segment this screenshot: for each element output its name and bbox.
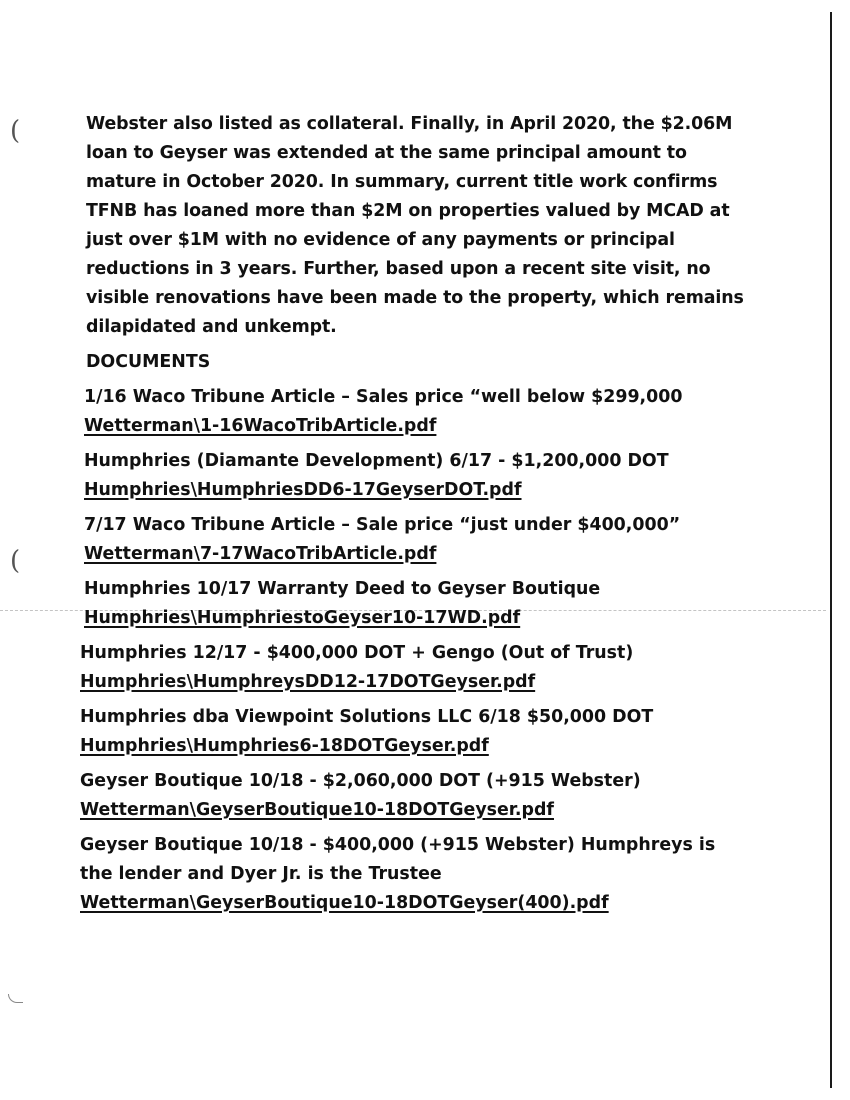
document-description: Geyser Boutique 10/18 - $400,000 (+915 Webster) Humphreys is the lender and Dyer Jr. is the Trustee [80,835,716,884]
document-link[interactable]: Wetterman\GeyserBoutique10-18DOTGeyser(400).pdf [80,893,609,913]
document-description: Humphries (Diamante Development) 6/17 - $1,200,000 DOT [84,451,669,471]
documents-heading: DOCUMENTS [86,352,211,372]
document-link[interactable]: Humphries\HumphreysDD12-17DOTGeyser.pdf [80,672,536,692]
body-paragraph: Webster also listed as collateral. Finally, in April 2020, the $2.06M loan to Geyser was extended at the same principal amount to mature in October 2020. In summary, current title work confirms TFNB has loaned more than $2M on properties valued by MCAD at just over $1M with no evidence of any payments or principal reductions in 3 years. Further, based upon a recent site visit, no visible renovations have been made to the property, which remains dilapidated and unkempt. [86,114,744,337]
document-description: Humphries 10/17 Warranty Deed to Geyser Boutique [84,579,601,599]
document-description: Humphries dba Viewpoint Solutions LLC 6/18 $50,000 DOT [80,707,654,727]
document-link[interactable]: Wetterman\GeyserBoutique10-18DOTGeyser.pdf [80,800,554,820]
documents-list [80,383,745,918]
document-link[interactable]: Humphries\HumphriesDD6-17GeyserDOT.pdf [84,480,522,500]
document-body [80,110,745,924]
document-entry [80,767,745,825]
document-link[interactable]: Wetterman\7-17WacoTribArticle.pdf [84,544,437,564]
document-description: 1/16 Waco Tribune Article – Sales price “well below $299,000 [84,387,683,407]
document-entry [80,511,745,569]
document-link[interactable]: Humphries\HumphriestoGeyser10-17WD.pdf [84,608,521,628]
document-entry [80,703,745,761]
document-link[interactable]: Wetterman\1-16WacoTribArticle.pdf [84,416,437,436]
binder-hole-mark [8,994,23,1003]
document-entry [80,383,745,441]
document-description: Humphries 12/17 - $400,000 DOT + Gengo (Out of Trust) [80,643,634,663]
document-entry [80,831,745,918]
document-link[interactable]: Humphries\Humphries6-18DOTGeyser.pdf [80,736,489,756]
document-entry [80,575,745,633]
document-description: 7/17 Waco Tribune Article – Sale price “just under $400,000” [84,515,681,535]
binder-hole-mark: ( [10,546,21,576]
binder-hole-mark: ( [10,116,21,146]
document-entry [80,639,745,697]
page-edge-line [830,12,832,1088]
document-description: Geyser Boutique 10/18 - $2,060,000 DOT (+915 Webster) [80,771,641,791]
document-entry [80,447,745,505]
